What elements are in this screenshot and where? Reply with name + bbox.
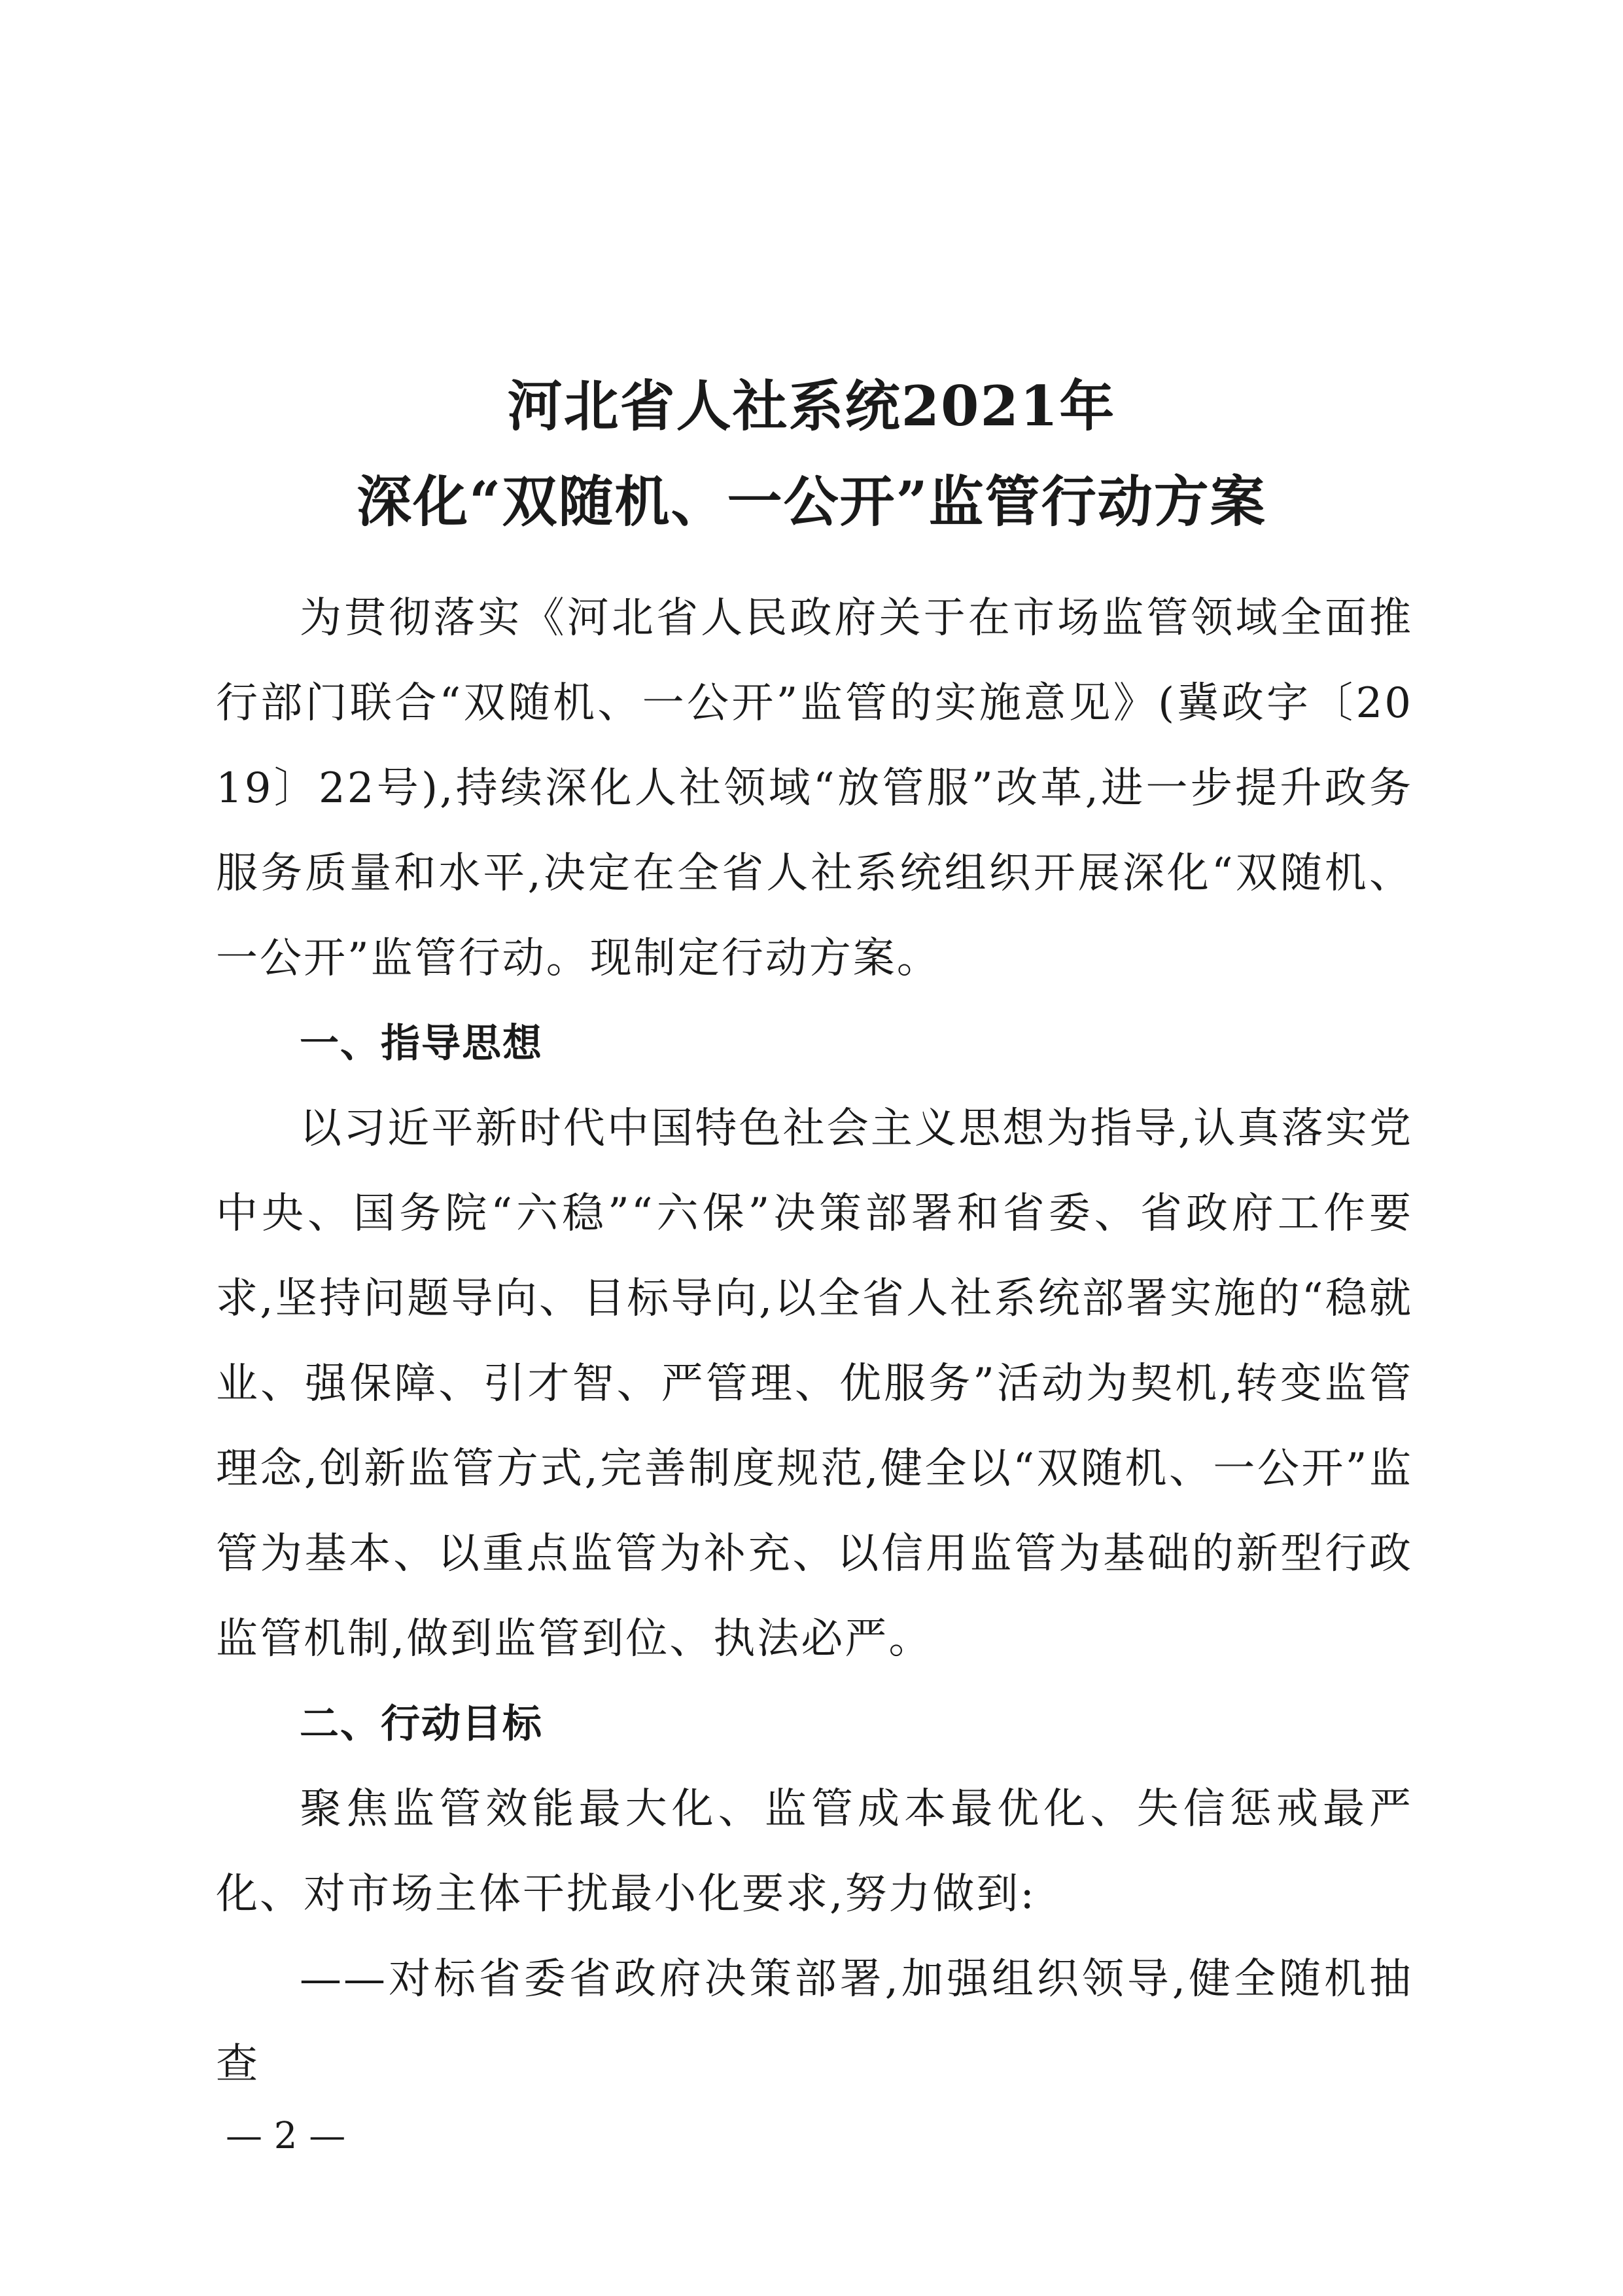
title-line-1: 河北省人社系统2021年: [507, 374, 1116, 438]
intro-paragraph: 为贯彻落实《河北省人民政府关于在市场监管领域全面推行部门联合“双随机、一公开”监管的实施意见》(冀政字〔2019〕22号),持续深化人社领域“放管服”改革,进一步提升政务服务质量和水平,决定在全省人社系统组织开展深化“双随机、一公开”监管行动。现制定行动方案。: [216, 594, 1413, 983]
section-1-heading: 一、指导思想: [300, 1021, 543, 1067]
title-line-2: 深化“双随机、一公开”监管行动方案: [357, 469, 1266, 534]
section-1-paragraph: 以习近平新时代中国特色社会主义思想为指导,认真落实党中央、国务院“六稳”“六保”决策部署和省委、省政府工作要求,坚持问题导向、目标导向,以全省人社系统部署实施的“稳就业、强保障、引才智、严管理、优服务”活动为契机,转变监管理念,创新监管方式,完善制度规范,健全以“双随机、一公开”监管为基本、以重点监管为补充、以信用监管为基础的新型行政监管机制,做到监管到位、执法必严。: [216, 1104, 1413, 1663]
document-title: [0, 359, 1623, 550]
document-body: [216, 576, 1413, 2107]
section-2-paragraph: 聚焦监管效能最大化、监管成本最优化、失信惩戒最严化、对市场主体干扰最小化要求,努力做到:: [216, 1785, 1413, 1918]
section-2-heading: 二、行动目标: [300, 1701, 543, 1747]
section-2-bullet-1: ——对标省委省政府决策部署,加强组织领导,健全随机抽查: [216, 1955, 1413, 2089]
page-number: — 2 —: [226, 2115, 346, 2157]
